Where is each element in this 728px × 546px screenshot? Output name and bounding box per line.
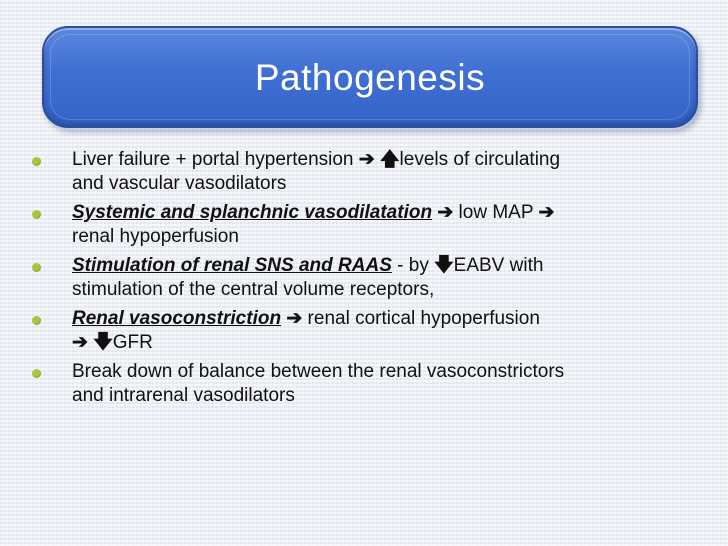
bullet-dot-icon <box>32 263 41 272</box>
bullet-text: and vascular vasodilators <box>72 173 287 194</box>
arrow-right-icon: ➔ <box>286 308 303 329</box>
plus-sign: + <box>175 149 187 170</box>
bullet-item-2 <box>30 201 702 249</box>
arrow-up-icon: 🡅 <box>379 149 400 170</box>
bullet-text: renal hypoperfusion <box>72 226 239 247</box>
emphasis-text: Stimulation of renal SNS and RAAS <box>72 255 392 276</box>
slide-title: Pathogenesis <box>254 57 486 98</box>
bullet-text: Break down of balance between the renal vasoconstrictors <box>72 361 565 382</box>
arrow-down-icon: 🡇 <box>434 255 454 276</box>
bullet-text: stimulation of the central volume receptors, <box>72 279 435 300</box>
bullet-text: GFR <box>112 332 153 353</box>
bullet-text: renal cortical hypoperfusion <box>302 308 540 329</box>
bullet-text: and intrarenal vasodilators <box>72 385 295 406</box>
arrow-down-icon: 🡇 <box>93 332 113 353</box>
bullet-item-5 <box>30 360 702 408</box>
bullet-item-4 <box>30 307 702 355</box>
arrow-right-icon: ➔ <box>358 149 375 170</box>
bullet-text: levels of circulating <box>399 149 561 170</box>
bullet-text: low MAP <box>453 202 539 223</box>
emphasis-text: Renal vasoconstriction <box>72 308 282 329</box>
bullet-dot-icon <box>32 369 41 378</box>
bullet-dot-icon <box>32 316 41 325</box>
title-banner <box>42 26 698 128</box>
emphasis-text: Systemic and splanchnic vasodilatation <box>72 202 433 223</box>
bullet-item-3 <box>30 254 702 302</box>
bullet-item-1 <box>30 148 702 196</box>
bullet-text: portal hypertension <box>186 149 359 170</box>
arrow-right-icon: ➔ <box>538 202 555 223</box>
bullet-text: - by <box>391 255 435 276</box>
bullet-list <box>30 148 702 413</box>
arrow-right-icon: ➔ <box>437 202 454 223</box>
bullet-text: Liver failure <box>72 149 176 170</box>
bullet-dot-icon <box>32 157 41 166</box>
bullet-text: EABV with <box>453 255 544 276</box>
arrow-right-icon: ➔ <box>72 332 88 353</box>
bullet-dot-icon <box>32 210 41 219</box>
